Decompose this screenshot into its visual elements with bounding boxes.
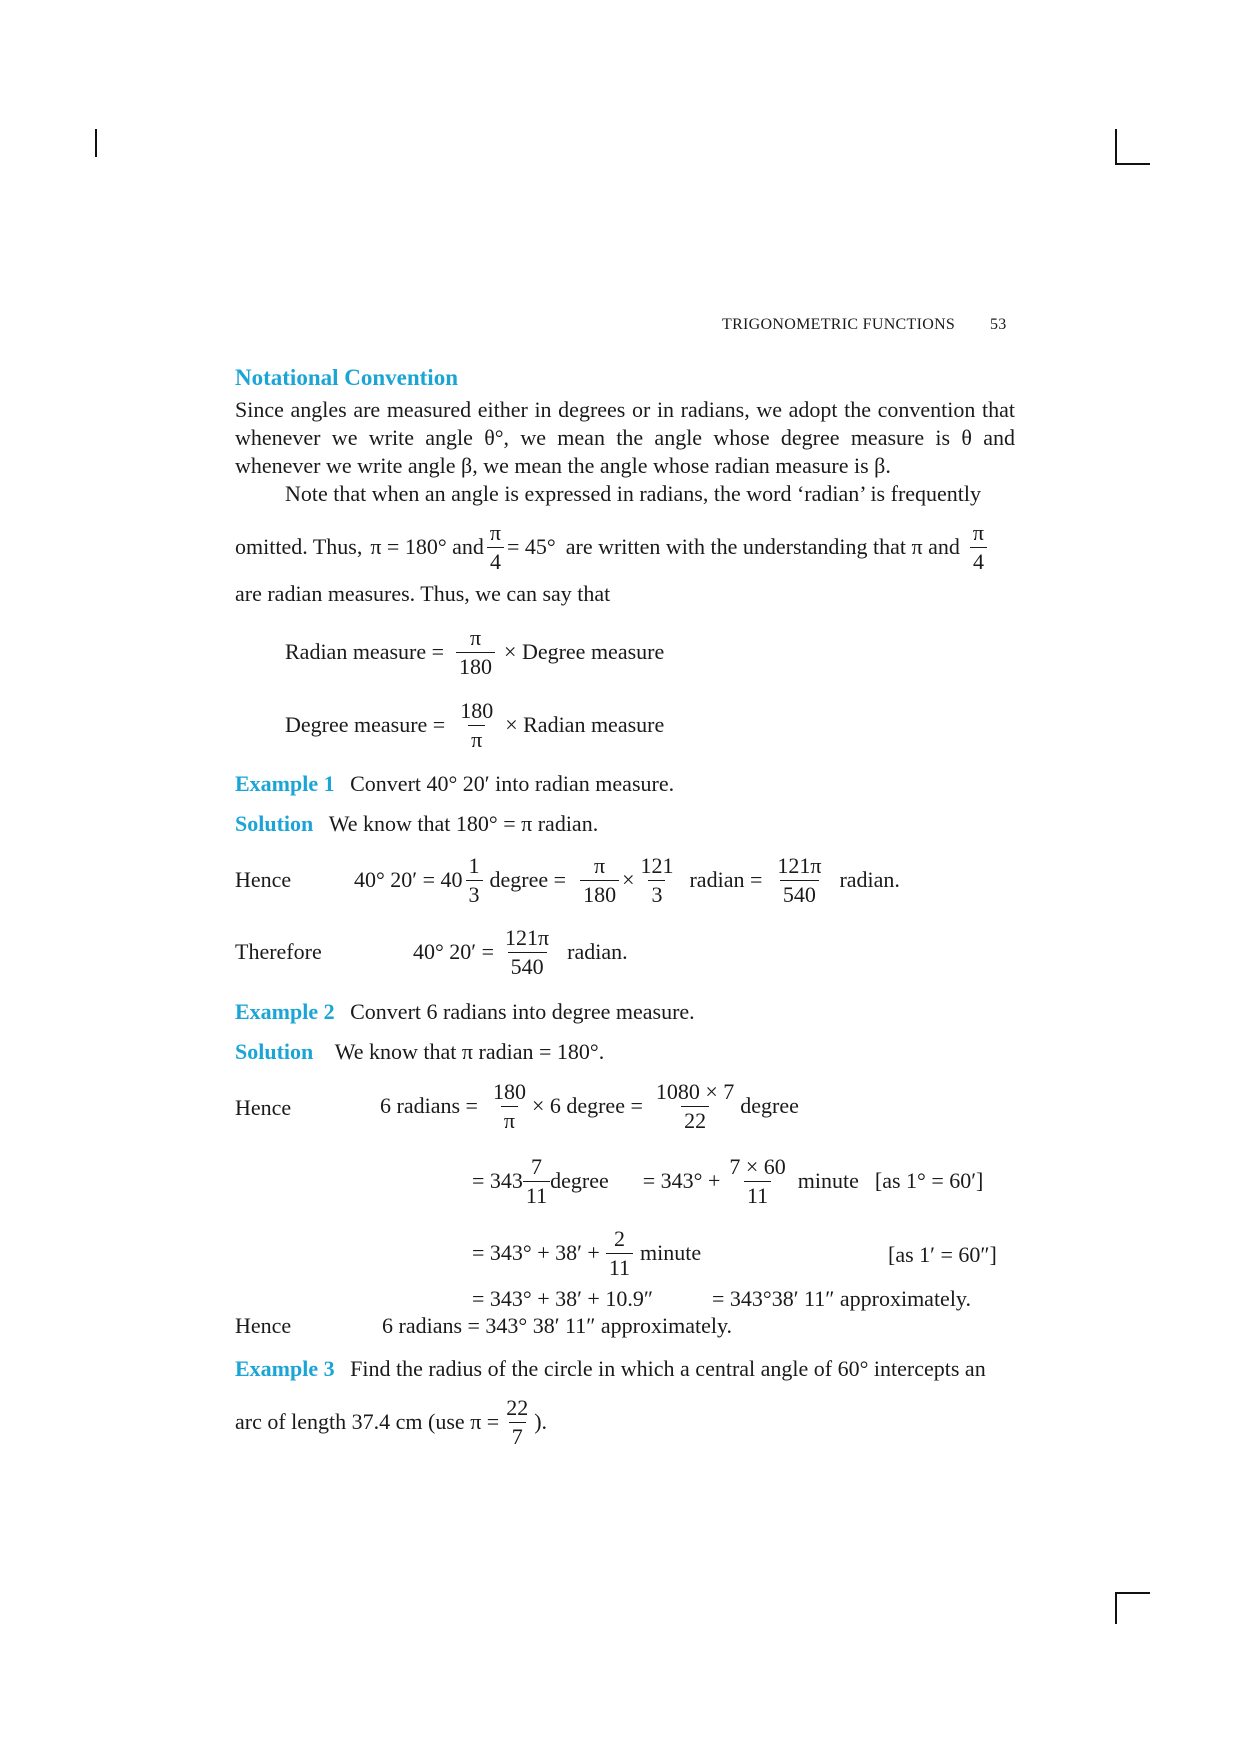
degree-to-minute-note: [as 1° = 60′] — [874, 1168, 984, 1193]
fraction-denominator: 11 — [523, 1181, 550, 1207]
example-3-label: Example 3 — [235, 1356, 335, 1381]
degree-unit: degree — [740, 1093, 799, 1118]
fraction-denominator: 4 — [487, 547, 504, 573]
equals-45: = 45° — [507, 534, 556, 559]
arc-length-text: arc of length 37.4 cm (use π = — [235, 1409, 500, 1434]
running-head-title: TRIGONOMETRIC FUNCTIONS — [722, 316, 956, 333]
solution-label: Solution — [235, 811, 314, 836]
pi-over-180-fraction — [456, 626, 495, 677]
pi-over-180-fraction — [580, 854, 619, 905]
crop-mark-top-right-horizontal — [1115, 163, 1150, 165]
180-over-pi-fraction — [490, 1080, 529, 1131]
fraction-numerator: 180 — [460, 698, 494, 724]
hence-label: Hence — [235, 867, 292, 892]
fraction-denominator: 540 — [780, 880, 819, 906]
example-2-label: Example 2 — [235, 999, 335, 1024]
example-2-line-3 — [472, 1222, 701, 1284]
six-radians-equals: 6 radians = — [380, 1093, 478, 1118]
1080x7-over-22-fraction — [653, 1080, 737, 1131]
fraction-denominator: 3 — [648, 880, 665, 906]
fraction-numerator: 1080 × 7 — [655, 1079, 735, 1105]
example-2-line-2 — [472, 1150, 983, 1212]
fraction-numerator: 7 × 60 — [729, 1154, 786, 1180]
fraction-numerator: 2 — [613, 1226, 625, 1252]
example-2-final: 6 radians = 343° 38′ 11″ approximately. — [382, 1313, 733, 1338]
fraction-denominator: π — [501, 1106, 518, 1132]
180-over-pi-fraction — [457, 699, 496, 750]
7x60-over-11-fraction — [726, 1155, 788, 1206]
fraction-denominator: 11 — [606, 1253, 633, 1279]
crop-mark-bottom-right-vertical — [1115, 1592, 1117, 1624]
section-heading: Notational Convention — [235, 365, 458, 390]
equals-343-38-plus: = 343° + 38′ + — [472, 1240, 600, 1265]
therefore-label: Therefore — [235, 939, 322, 964]
omitted-text: omitted. Thus, — [235, 534, 363, 559]
minute-to-second-note: [as 1′ = 60″] — [888, 1242, 997, 1267]
understanding-text: are written with the understanding that π and — [565, 534, 960, 559]
equals-343-degree-plus: = 343° + — [642, 1168, 721, 1193]
solution-text: We know that 180° = π radian. — [328, 811, 599, 836]
radian-equals: radian = — [689, 867, 763, 892]
7-over-11-fraction — [523, 1155, 550, 1206]
example-3-text: Find the radius of the circle in which a central angle of 60° intercepts an — [350, 1356, 986, 1381]
fraction-denominator: 180 — [456, 652, 495, 678]
fraction-numerator: π — [594, 853, 606, 879]
pi-equals-180: π = 180° and — [370, 534, 484, 559]
example-1-solution — [235, 810, 598, 838]
example-1-hence-line — [354, 850, 900, 910]
fraction-denominator: 4 — [970, 547, 987, 573]
degree-formula — [285, 697, 664, 753]
pi-over-4-fraction-2 — [970, 521, 987, 572]
crop-mark-top-left — [95, 129, 97, 157]
omitted-line — [235, 517, 990, 577]
fraction-denominator: 180 — [580, 880, 619, 906]
hence-label: Hence — [235, 1313, 292, 1338]
solution-label: Solution — [235, 1039, 314, 1064]
times-6-degree: × 6 degree = — [531, 1093, 643, 1118]
equals-343: = 343 — [472, 1168, 523, 1193]
angle-40-20-equals: 40° 20′ = — [413, 939, 495, 964]
crop-mark-bottom-right-horizontal — [1115, 1592, 1150, 1594]
fraction-denominator: π — [468, 725, 485, 751]
minute-unit: minute — [797, 1168, 859, 1193]
fraction-denominator: 22 — [681, 1106, 709, 1132]
fraction-numerator: 121π — [777, 853, 822, 879]
radian-measure-label: Radian measure = — [285, 639, 445, 664]
page-number: 53 — [990, 316, 1007, 333]
fraction-denominator: 11 — [744, 1181, 771, 1207]
angle-40-20: 40° 20′ = 40 — [354, 867, 463, 892]
121pi-over-540-fraction — [774, 854, 824, 905]
degree-formula-tail: × Radian measure — [505, 712, 665, 737]
solution-text: We know that π radian = 180°. — [334, 1039, 605, 1064]
fraction-numerator: 22 — [506, 1395, 529, 1421]
one-third-fraction — [466, 854, 483, 905]
fraction-denominator: 540 — [508, 952, 547, 978]
fraction-numerator: π — [972, 520, 985, 546]
121-over-3-fraction — [637, 854, 676, 905]
radian-formula-tail: × Degree measure — [504, 639, 665, 664]
fraction-numerator: π — [489, 520, 502, 546]
example-2-line-1 — [380, 1075, 799, 1137]
example-2 — [235, 998, 695, 1026]
degree-measure-label: Degree measure = — [285, 712, 446, 737]
closing-paren: ). — [534, 1409, 548, 1434]
fraction-numerator: 1 — [468, 853, 480, 879]
example-1-label: Example 1 — [235, 771, 335, 796]
minute-unit: minute — [640, 1240, 702, 1265]
fraction-numerator: 180 — [492, 1079, 526, 1105]
radian-end: radian. — [567, 939, 628, 964]
hence-label: Hence — [235, 1095, 292, 1120]
crop-mark-top-right-vertical — [1115, 129, 1117, 164]
example-3 — [235, 1355, 986, 1383]
degree-equals: degree = — [489, 867, 567, 892]
example-1 — [235, 770, 674, 798]
pi-over-4-fraction — [487, 521, 504, 572]
are-radian-text: are radian measures. Thus, we can say that — [235, 581, 611, 606]
example-1-therefore-line — [413, 922, 628, 982]
2-over-11-fraction — [606, 1227, 633, 1278]
fraction-numerator: 121 — [640, 853, 674, 879]
radian-formula — [285, 624, 664, 680]
fraction-numerator: 121π — [505, 925, 550, 951]
121pi-over-540-fraction — [502, 926, 552, 977]
degree-unit: degree — [550, 1168, 609, 1193]
times-sign: × — [622, 867, 635, 892]
example-2-solution — [235, 1038, 604, 1066]
example-2-line-4a: = 343° + 38′ + 10.9″ — [472, 1286, 653, 1311]
note-paragraph: Note that when an angle is expressed in radians, the word ‘radian’ is frequently — [285, 481, 982, 506]
example-2-text: Convert 6 radians into degree measure. — [350, 999, 695, 1024]
22-over-7-fraction — [503, 1396, 531, 1447]
fraction-numerator: π — [469, 625, 482, 651]
fraction-numerator: 7 — [531, 1154, 543, 1180]
example-3-arc-line — [235, 1392, 547, 1452]
convention-paragraph: Since angles are measured either in degrees or in radians, we adopt the convention that whenever we write angle θ°, we mean the angle whose degree measure is θ and whenever we write angle β, we mean the angle whose radian measure is β. — [235, 397, 1015, 478]
fraction-denominator: 3 — [466, 880, 483, 906]
example-2-line-4b: = 343°38′ 11″ approximately. — [712, 1286, 972, 1311]
radian-end: radian. — [839, 867, 900, 892]
fraction-denominator: 7 — [509, 1422, 526, 1448]
example-1-text: Convert 40° 20′ into radian measure. — [350, 771, 675, 796]
